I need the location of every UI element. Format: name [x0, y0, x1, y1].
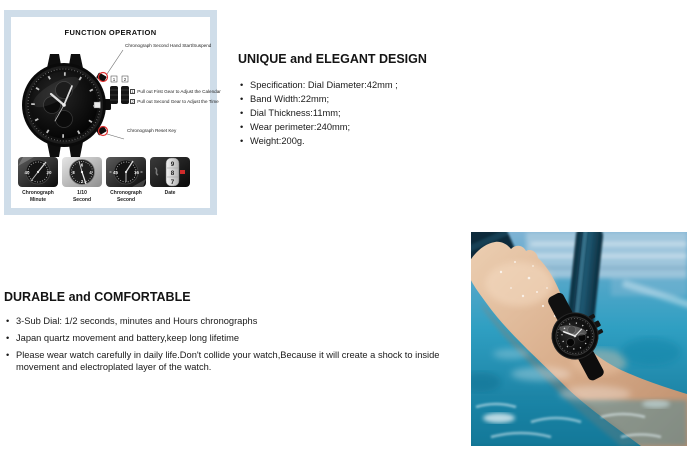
durable-item: • Japan quartz movement and battery,keep long lifetime [4, 332, 470, 344]
spec-item: • Wear perimeter:240mm; [238, 122, 478, 134]
durable-section-title: DURABLE and COMFORTABLE [4, 290, 191, 304]
thumbnail-chrono-second [106, 157, 146, 203]
design-section [238, 52, 478, 150]
thumbnail-label: 1/10 Second [72, 190, 92, 203]
durable-item: • 3-Sub Dial: 1/2 seconds, minutes and Hours chronographs [4, 315, 470, 327]
spec-item: • Dial Thickness:11mm; [238, 108, 478, 120]
thumbnail-tenth-second [62, 157, 102, 203]
gear-step-2-number: 2 [131, 100, 134, 105]
svg-text:15: 15 [133, 170, 140, 175]
gear-step-2 [130, 99, 219, 105]
thumbnail-chrono-minute [18, 157, 58, 203]
svg-text:8: 8 [170, 170, 175, 177]
watch-face [22, 63, 106, 147]
svg-text:20: 20 [46, 170, 52, 175]
gear-step-1-number: 1 [131, 90, 134, 95]
svg-text:45: 45 [112, 170, 119, 175]
gear-step-1-label: Pull out First Gear to Adjust the Calendar [137, 89, 221, 94]
design-section-title: UNIQUE and ELEGANT DESIGN [238, 52, 427, 66]
durable-list [4, 315, 470, 373]
svg-text:2: 2 [80, 179, 84, 184]
function-operation-panel [4, 10, 221, 215]
spec-item: • Specification: Dial Diameter:42mm ; [238, 80, 478, 92]
function-panel-title: FUNCTION OPERATION [64, 28, 157, 37]
date-wheel-image [150, 157, 190, 187]
gear-step-1 [130, 89, 221, 95]
function-thumbnails [18, 157, 190, 203]
svg-text:8: 8 [72, 170, 75, 175]
callout-top-label: Chronograph Second Hand Start/Suspend [125, 43, 212, 48]
thumbnail-label: Date [164, 190, 176, 196]
thumbnail-date [150, 157, 190, 203]
gear-step-2-label: Pull out Second Gear to Adjust the Time [137, 99, 219, 104]
svg-text:2: 2 [123, 76, 127, 82]
svg-text:9: 9 [170, 161, 175, 168]
thumbnail-label: Chronograph Minute [22, 190, 54, 203]
durable-section [4, 290, 470, 378]
spec-item: • Band Width:22mm; [238, 94, 478, 106]
chrono-minute-dial-image [18, 157, 58, 187]
tenth-second-dial-image [62, 157, 102, 187]
spec-item: • Weight:200g. [238, 136, 478, 148]
callout-reset-label: Chronograph Reset Key [127, 128, 177, 133]
svg-text:6: 6 [80, 162, 84, 168]
durable-item: • Please wear watch carefully in daily life.Don't collide your watch,Because it will create a shock to inside movement and electroplated layer of the watch. [4, 349, 470, 373]
svg-text:7: 7 [170, 179, 175, 186]
svg-text:1: 1 [112, 76, 116, 82]
gear-diagram [110, 76, 129, 104]
spec-list [238, 80, 478, 148]
chrono-second-dial-image [106, 157, 146, 187]
pool-photo-image [471, 232, 687, 446]
svg-text:40: 40 [24, 170, 30, 175]
watch-pool-photo [471, 232, 687, 446]
thumbnail-label: Chronograph Second [110, 190, 142, 203]
svg-text:4: 4 [89, 170, 92, 175]
